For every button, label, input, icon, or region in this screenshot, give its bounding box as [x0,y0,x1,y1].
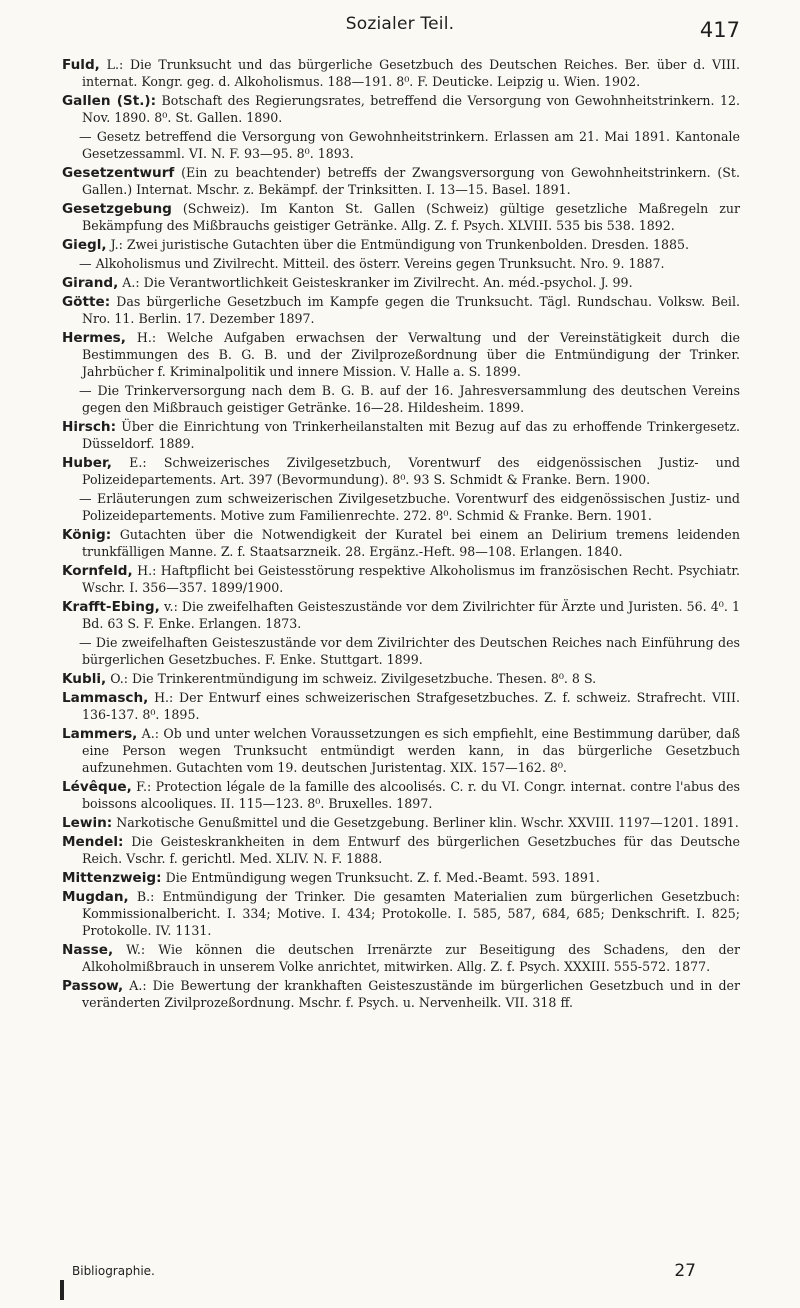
entry-author: Gesetzgebung [62,201,172,217]
entry-text: Botschaft des Regierungsrates, betreffend die Versorgung von Gewohnheitstrinkern. 12. Nov. 1890. 8⁰. St. Gallen. 1890. [82,93,740,125]
bibliography-entry [62,201,740,235]
entry-text: A.: Die Verantwortlichkeit Geisteskranker im Zivilrecht. An. méd.-psychol. J. 99. [118,275,633,291]
page-header [0,8,800,48]
entry-text: A.: Ob und unter welchen Voraussetzungen es sich empfiehlt, eine Bestimmung darüber, daß eine Person wegen Trunksucht entmündigt werden kann, in das bürgerliche Gesetzbuch aufzunehmen. Gutachten vom 19. deutschen Juristentag. XIX. 157—162. 8⁰. [82,726,740,776]
entry-text: — Erläuterungen zum schweizerischen Zivilgesetzbuche. Vorentwurf des eidgenössischen Justiz- und Polizeidepartements. Motive zum Familienrechte. 272. 8⁰. Schmid & Franke. Bern. 1901. [79,491,740,524]
entry-text: E.: Schweizerisches Zivilgesetzbuch, Vorentwurf des eidgenössischen Justiz- und Polizeidepartements. Art. 397 (Bevormundung). 8⁰. 93 S. Schmidt & Franke. Bern. 1900. [82,455,740,488]
entry-author: Fuld, [62,57,100,73]
entry-author: Krafft-Ebing, [62,599,160,616]
entry-text: — Gesetz betreffend die Versorgung von Gewohnheitstrinkern. Erlassen am 21. Mai 1891. Kantonale Gesetzessamml. VI. N. F. 93—95. 8⁰. 1893. [79,129,740,161]
entry-text: L.: Die Trunksucht und das bürgerliche Gesetzbuch des Deutschen Reiches. Ber. über d. VIII. internat. Kongr. geg. d. Alkoholismus. 188—191. 8⁰. F. Deuticke. Leipzig u. Wien. 1902. [82,57,740,89]
entry-text: (Ein zu beachtender) betreffs der Zwangsversorgung von Gewohnheitstrinkern. (St. Gallen.) Internat. Mschr. z. Bekämpf. der Trinksitten. I. 13—15. Basel. 1891. [82,165,740,197]
entry-author: Mugdan, [62,889,129,906]
entry-text: (Schweiz). Im Kanton St. Gallen (Schweiz) gültige gesetzliche Maßregeln zur Bekämpfung des Mißbrauchs geistiger Getränke. Allg. Z. f. Psych. XLVIII. 535 bis 538. 1892. [82,201,740,233]
entry-author: Lévêque, [62,779,132,796]
entry-author: Hirsch: [62,419,117,436]
entry-author: Lammers, [62,726,138,743]
bibliography-entry [62,491,740,525]
bibliography-entry [62,383,740,417]
entry-author: Gallen (St.): [62,93,157,109]
entry-text: A.: Die Bewertung der krankhaften Geisteszustände im bürgerlichen Gesetzbuch und in der veränderten Zivilprozeßordnung. Mschr. f. Psych. u. Nervenheilk. VII. 318 ff. [82,978,740,1011]
entry-text: Narkotische Genußmittel und die Gesetzgebung. Berliner klin. Wschr. XXVIII. 1197—1201. 1891. [112,815,739,831]
bibliography-entry [62,93,740,127]
bibliography-entry [62,330,740,381]
entry-author: König: [62,527,112,544]
entry-text: F.: Protection légale de la famille des alcoolisés. C. r. du VI. Congr. internat. contre l'abus des boissons alcooliques. II. 115—123. 8⁰. Bruxelles. 1897. [82,779,740,812]
entry-author: Kubli, [62,671,107,688]
bibliography-entry [62,889,740,940]
entry-author: Passow, [62,978,124,995]
entry-text: O.: Die Trinkerentmündigung im schweiz. Zivilgesetzbuche. Thesen. 8⁰. 8 S. [106,671,597,687]
bibliography-entry [62,599,740,633]
entry-author: Gesetzentwurf [62,165,175,181]
bibliography-entry [62,978,740,1012]
bibliography-entry [62,779,740,813]
bibliography-entry [62,294,740,328]
entry-author: Girand, [62,275,119,292]
bibliography-entry [62,726,740,777]
entry-author: Nasse, [62,942,114,959]
bibliography-entry [62,275,740,292]
entry-author: Lammasch, [62,690,149,707]
bibliography-entry [62,834,740,868]
bibliography-entry [62,942,740,976]
entry-text: — Alkoholismus und Zivilrecht. Mitteil. des österr. Vereins gegen Trunksucht. Nro. 9. 1887. [79,256,665,272]
bibliography-entry [62,129,740,163]
entry-text: W.: Wie können die deutschen Irrenärzte zur Beseitigung des Schadens, den der Alkoholmißbrauch in unserem Volke anrichtet, mitwirken. Allg. Z. f. Psych. XXXIII. 555-572. 1877. [82,942,740,975]
running-title: Sozialer Teil. [345,14,455,34]
entry-text: B.: Entmündigung der Trinker. Die gesamten Materialien zum bürgerlichen Gesetzbuch: Kommissionalbericht. I. 334; Motive. I. 434; Protokolle. I. 585, 587, 684, 685; Denkschrift. I. 825; Protokolle. IV. 1131. [82,889,740,939]
entry-text: — Die zweifelhaften Geisteszustände vor dem Zivilrichter des Deutschen Reiches nach Einführung des bürgerlichen Gesetzbuches. F. Enke. Stuttgart. 1899. [79,635,740,668]
entry-author: Lewin: [62,815,113,832]
entry-text: Über die Einrichtung von Trinkerheilanstalten mit Bezug auf das zu erhoffende Trinkergesetz. Düsseldorf. 1889. [82,419,740,452]
bibliography-entry [62,690,740,724]
page-edge-mark [60,1280,64,1300]
entry-author: Giegl, [62,237,107,253]
bibliography-entry [62,815,740,832]
entry-text: H.: Welche Aufgaben erwachsen der Verwaltung und der Vereinstätigkeit durch die Bestimmungen des B. G. B. und der Zivilprozeßordnung über die Entmündigung der Trinker. Jahrbücher f. Kriminalpolitik und innere Mission. V. Halle a. S. 1899. [82,330,740,380]
entry-author: Mittenzweig: [62,870,162,887]
entry-text: v.: Die zweifelhaften Geisteszustände vor dem Zivilrichter für Ärzte und Juristen. 56. 4⁰. 1 Bd. 63 S. F. Enke. Erlangen. 1873. [82,599,740,632]
bibliography-entry [62,455,740,489]
bibliography-entry [62,57,740,91]
bibliography-entry [62,527,740,561]
bibliography-list [62,57,740,1014]
entry-text: Gutachten über die Notwendigkeit der Kuratel bei einem an Delirium tremens leidenden trunkfälligen Manne. Z. f. Staatsarzneik. 28. Ergänz.-Heft. 98—108. Erlangen. 1840. [82,527,740,560]
page-number: 417 [699,18,740,42]
entry-text: Das bürgerliche Gesetzbuch im Kampfe gegen die Trunksucht. Tägl. Rundschau. Volksw. Beil. Nro. 11. Berlin. 17. Dezember 1897. [82,294,740,327]
bibliography-entry [62,419,740,453]
entry-author: Kornfeld, [62,563,133,580]
entry-text: Die Geisteskrankheiten in dem Entwurf des bürgerlichen Gesetzbuches für das Deutsche Reich. Vschr. f. gerichtl. Med. XLIV. N. F. 1888. [82,834,740,867]
bibliography-entry [62,671,740,688]
bibliography-entry [62,256,740,273]
bibliography-entry [62,237,740,254]
footer-signature-number: 27 [674,1261,696,1281]
entry-text: J.: Zwei juristische Gutachten über die Entmündigung von Trunkenbolden. Dresden. 1885. [106,237,689,252]
entry-author: Huber, [62,455,112,472]
entry-text: Die Entmündigung wegen Trunksucht. Z. f. Med.-Beamt. 593. 1891. [161,870,600,886]
entry-author: Hermes, [62,330,126,347]
entry-text: H.: Der Entwurf eines schweizerischen Strafgesetzbuches. Z. f. schweiz. Strafrecht. VIII. 136-137. 8⁰. 1895. [82,690,740,723]
entry-author: Mendel: [62,834,124,851]
bibliography-entry [62,870,740,887]
entry-text: — Die Trinkerversorgung nach dem B. G. B. auf der 16. Jahresversammlung des deutschen Vereins gegen den Mißbrauch geistiger Getränke. 16—28. Hildesheim. 1899. [79,383,740,416]
entry-text: H.: Haftpflicht bei Geistesstörung respektive Alkoholismus im französischen Recht. Psychiatr. Wschr. I. 356—357. 1899/1900. [82,563,740,596]
footer-section-label: Bibliographie. [72,1264,155,1278]
entry-author: Götte: [62,294,111,311]
bibliography-entry [62,635,740,669]
bibliography-entry [62,563,740,597]
bibliography-entry [62,165,740,199]
